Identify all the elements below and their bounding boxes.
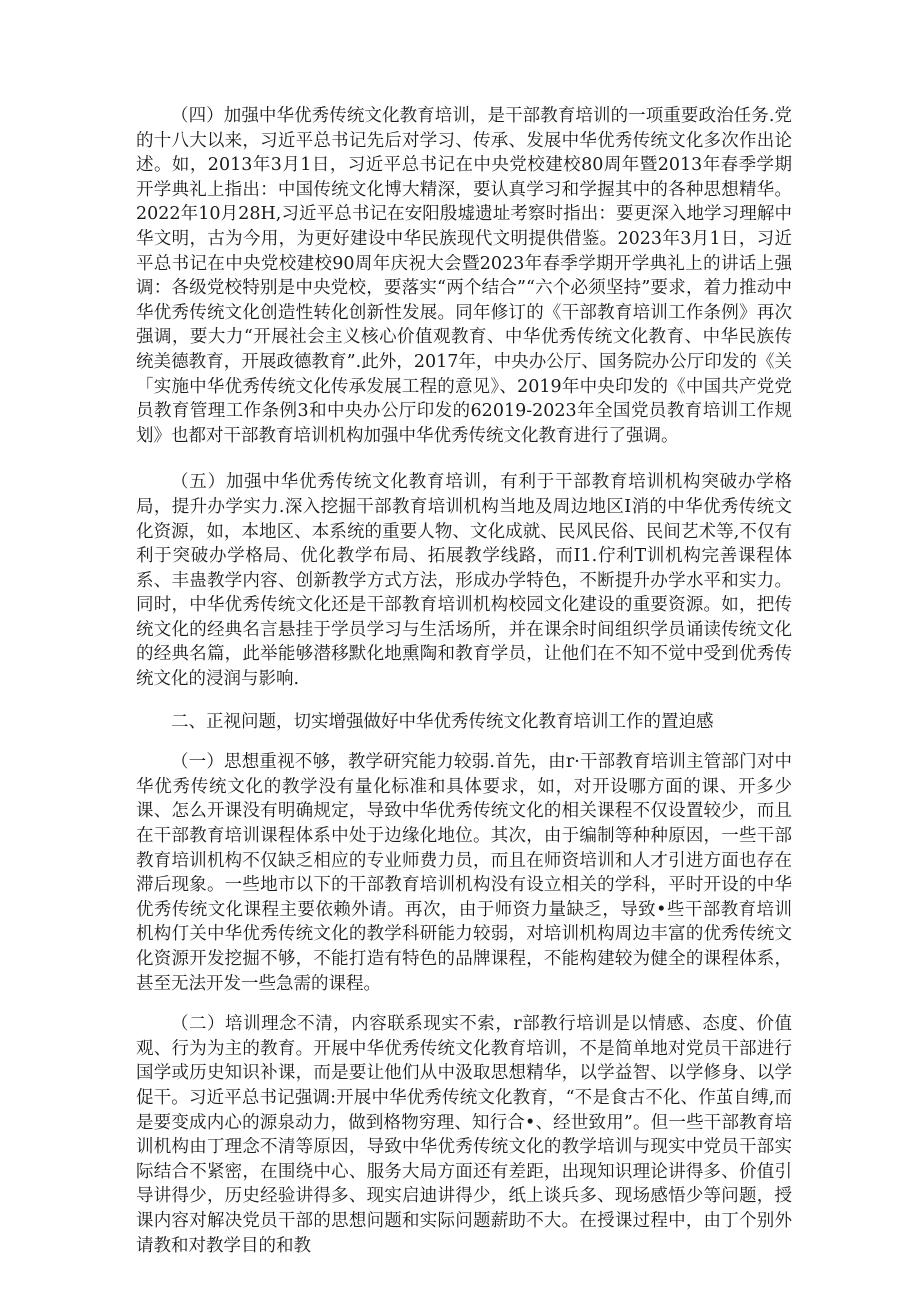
paragraph-section-five: （五）加强中华优秀传统文化教育培训，有利于干部教育培训机构突破办学格局，提升办学实力.深入挖掘干部教育培训机构当地及周边地区I消的中华优秀传统文化资源，如，本地区、本系统的重要人物、文化成就、民风民俗、民间艺术等,不仅有利于突破办学格局、优化教学布局、拓展教学线路，而I1.佇利T训机构完善课程体系、丰蛊教学内容、创新教学方式方法，形成办学特色，不断提升办学水平和实力。同时，中华优秀传统文化还是干部教育培训机构校园文化建设的重要资源。如，把传统文化的经典名言悬挂于学员学习与生活场所，并在课余时间组织学员诵读传统文化的经典名篇，此举能够潜移默化地熏陶和教育学员，让他们在不知不觉中受到优秀传统文化的浸润与影响. — [136, 472, 792, 690]
section-heading-two: 二、正视问题，切实增强做好中华优秀传统文化教育培训工作的置迫感 — [171, 711, 714, 732]
document-body — [136, 104, 792, 1258]
paragraph-section-four: （四）加强中华优秀传统文化教育培训，是干部教育培训的一项重要政治任务.党的十八大以来，习近平总书记先后对学习、传承、发展中华优秀传统文化多次作出论述。如，2013年3月1日，习近平总书记在中央党校建校80周年暨2013年春季学期开学典礼上指出：中国传统文化博大精深，要认真学习和学握其中的各种思想精华。2022年10月28H,习近平总书记在安阳殷墟遗址考察时指出：要更深入地学习理解中华文明，古为今用，为更好建设中华民族现代文明提供借鉴。2023年3月1日，习近平总书记在中央党校建校90周年庆祝大会暨2023年春季学期开学典礼上的讲话上强调：各级党校特别是中央党校，要落实“两个结合”“六个必须坚持”要求，着力推动中华优秀传统文化创造性转化创新性发展。同年修订的《干部教育培训工作条例》再次强调，要大力“开展社会主义核心价值观教育、中华优秀传统文化教育、中华民族传统美德教育，开展政德教育”.此外，2017年，中央办公厅、国务院办公厅印发的《关「实施中华优秀传统文化传承发展工程的意见》、2019年中央印发的《中国共产党党员教育管理工作条例3和中央办公厅印发的62019-2023年全国党员教育培训工作规划》也都对干部教育培训机构加强中华优秀传统文化教育进行了强调。 — [136, 106, 792, 446]
paragraph-issue-two: （二）培训理念不清，内容联系现实不索，r部教行培训是以情感、态度、价值观、行为为主的教育。开展中华优秀传统文化教育培训，不是简单地对党员干部进行国学或历史知识补课，而是要让他们从中汲取思想精华，以学益智、以学修身、以学促干。习近平总书记强调:开展中华优秀传统文化教育，“不是食古不化、作茧自缚,而是要变成内心的源泉动力，做到格物穷理、知行合•、经世致用”。但一些干部教育培训机构由丁理念不清等原因，导致中华优秀传统文化的教学培训与现实中党员干部实际结合不紧密，在围绕中心、服务大局方面还有差距，出现知识理论讲得多、价值引导讲得少，历史经验讲得多、现实启迪讲得少，纸上谈兵多、现场感悟少等问题，授课内容对解决党员干部的思想问题和实际问题薪助不大。在授课过程中，由丁个别外请教和对教学目的和教 — [136, 1014, 792, 1256]
paragraph-issue-one: （一）思想重视不够，教学研究能力较弱.首先，由r·干部教育培训主管部门对中华优秀传统文化的教学没有量化标准和具体要求，如，对开设哪方面的课、开多少课、怎么开课没有明确规定，导致中华优秀传统文化的相关课程不仅设置较少，而且在干部教育培训课程体系中处于边缘化地位。其次，由于编制等种种原因，一些干部教育培训机构不仅缺乏相应的专业师费力员，而且在师资培训和人才引进方面也存在滞后现象。一些地市以下的干部教育培训机构没有设立相关的学科，平时开设的中华优秀传统文化课程主要依赖外请。再次，由于师资力量缺乏，导致•些干部教育培训机构仃关中华优秀传统文化的教学科研能力较弱，对培训机构周边丰富的优秀传统文化资源开发挖掘不够，不能打造有特色的品牌课程，不能构建较为健全的课程体系，甚至无法开发一些急需的课程。 — [136, 752, 792, 994]
